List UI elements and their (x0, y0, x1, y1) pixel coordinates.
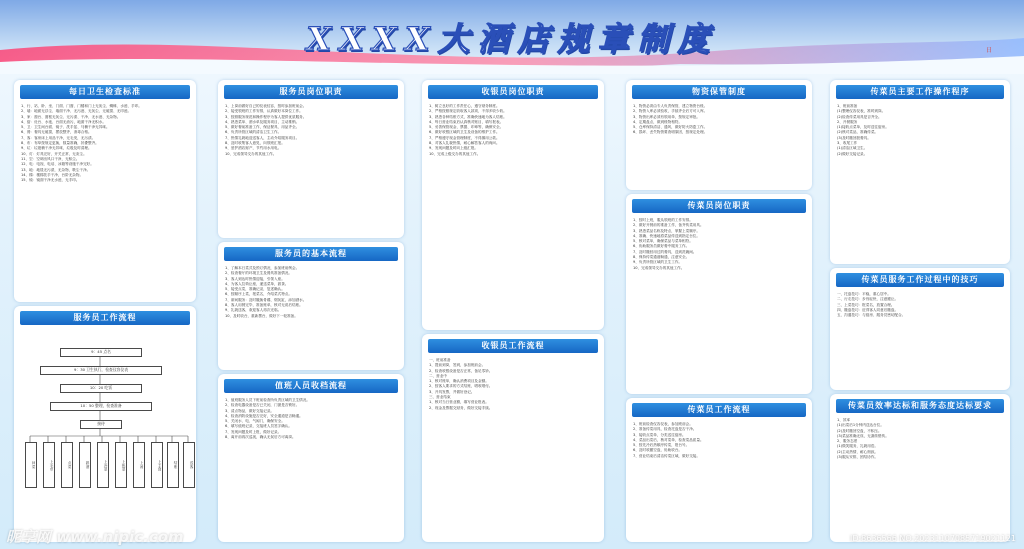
text-line: 1、值班服务人员下班前检查所负责区域的卫生情况。 (225, 398, 310, 402)
text-line: 9、发现问题及时向上级汇报。 (429, 146, 479, 151)
text-line: 2、接受领班的工作安排，认真做好本岗位工作。 (225, 109, 303, 114)
text-line: 5、按先冷后热顺序传菜，报台号。 (633, 443, 690, 448)
text-line: 五、沟通技巧：与厨房、服务员密切配合。 (837, 313, 906, 318)
panel-waiter-duties (218, 80, 404, 238)
text-line: 一、托盘技巧：平稳，重心居中。 (837, 292, 891, 296)
text-line: 2、检查餐厅的环境卫生及餐具准备情况。 (225, 271, 292, 276)
text-line: 11、空：空调出风口干净，无积尘。 (21, 156, 80, 161)
text-line: 10、及时收台，重新摆台，做好下一轮准备。 (225, 313, 298, 318)
text-line: 2、按客人要求的方式结账，唱收唱付。 (429, 384, 493, 389)
text-line: 4、每日营业结束后认真核对账目，填写报表。 (429, 119, 504, 124)
panel-body (633, 218, 805, 390)
panel-title: 服务员工作流程 (20, 311, 190, 325)
panel-cashier-flow (422, 334, 604, 542)
text-line: 6、填写值班记录，交接班人员签字确认。 (225, 424, 292, 429)
text-line: 3、清点物品，做好交接记录。 (225, 408, 275, 413)
panel-title: 服务员岗位职责 (224, 85, 398, 99)
text-line: 9、垃：垃圾桶干净无异味，垃圾及时清理。 (21, 146, 92, 151)
text-line: 1、了解本日菜式及预订情况，参加班前例会。 (225, 266, 300, 270)
panel-title: 传菜员岗位职责 (632, 199, 806, 213)
panel-body (837, 418, 1003, 538)
text-line: 3、开具发票，并做好登记。 (429, 389, 475, 394)
text-line: 1、核对当日营业额，填写营业报表。 (429, 400, 489, 405)
text-line: 8、对客人礼貌热情，耐心解答客人的询问。 (429, 141, 500, 146)
panel-body (225, 398, 397, 538)
text-line: 7、客：客房床上用品干净，无毛发，无污渍。 (21, 135, 96, 140)
text-line: 7、席间服务：及时撤换骨碟、烟灰缸，添加酒水。 (225, 297, 307, 302)
text-line: (1)接收点菜单，及时送往厨房。 (837, 125, 889, 130)
flow-step: 上主食 (151, 442, 163, 488)
panel-body (429, 104, 597, 326)
text-line: 4、熟悉菜单、酒水单及服务项目，主动推销。 (225, 119, 300, 124)
flow-box: 10：20 吃饭 (60, 384, 142, 393)
page-title: XXXX大酒店规章制度 (306, 20, 718, 58)
text-line: 一、班前准备 (429, 358, 451, 362)
text-line: (1)整理仪容仪表，准时到岗。 (837, 109, 886, 114)
panel-body (837, 104, 1003, 260)
text-line: 5、卫：卫生间台面、镜子、洗手盆、马桶干净无异味。 (21, 125, 110, 130)
panel-runner-tips (830, 268, 1010, 390)
text-line: 8、保持传菜通道畅通，注意安全。 (633, 255, 690, 260)
text-line: 1、核对账单，确认消费项目及金额。 (429, 379, 489, 384)
panel-daily-hygiene (14, 80, 196, 302)
text-line: 10、完成上级交办的其他工作。 (429, 151, 481, 156)
watermark-brand: 昵享网 www.nipic.com (6, 528, 184, 546)
text-line: 2、严格按照规定收取客人款项，不得多收少收。 (429, 109, 507, 114)
text-line: 三、营业结束 (429, 395, 451, 400)
panel-title: 每日卫生检查标准 (20, 85, 190, 99)
text-line: 9、爱护酒店财产，节约用水用电。 (225, 146, 282, 151)
text-line: 6、做好收银区域的卫生及设备的维护工作。 (429, 130, 500, 135)
text-line: 9、负责所管区域的卫生工作。 (633, 260, 683, 265)
flow-box: 接待 (80, 420, 122, 429)
text-line: (3)服从安排，团结协作。 (837, 455, 879, 460)
watermark-id: ID:8636566 NO:20231107085719021121 (849, 534, 1016, 543)
panel-title: 传菜员主要工作操作程序 (836, 85, 1004, 99)
text-line: 8、及时收集客人意见，向领班汇报。 (225, 141, 285, 146)
panel-body (633, 104, 805, 186)
panel-title: 值班人员收档流程 (224, 379, 398, 393)
text-line: 3、客人到达时热情迎接，引领入座。 (225, 276, 285, 281)
flow-step: 斟酒 (79, 442, 91, 488)
text-line: 9、礼貌送客，欢迎客人再次光临。 (225, 308, 282, 313)
panel-title: 收银员工作流程 (428, 339, 598, 353)
text-line: (3)菜品准确无误，无漏传错传。 (837, 433, 889, 438)
text-line: (2)做好交接记录。 (837, 151, 868, 156)
text-line: 3、家：窗台、窗框无灰尘、无污渍、干净、无水迹、无杂物。 (21, 114, 121, 119)
text-line: 2、服务态度 (837, 439, 858, 444)
text-line: 10、完成领导交办的其他工作。 (225, 151, 277, 156)
text-line: 4、定期盘点，做到账物相符。 (633, 119, 683, 124)
text-line: 2、现金及票据交财务，做好交接手续。 (429, 405, 493, 410)
text-line: 5、妥善保管现金、票据、印章等，确保安全。 (429, 125, 504, 130)
text-line: 8、布：布草按规定更换，数量准确，折叠整齐。 (21, 141, 99, 146)
panel-runner-procedure (830, 80, 1010, 264)
workflow-diagram (20, 322, 200, 532)
text-line: 1、按时上班，服从领班的工作安排。 (633, 218, 693, 222)
text-line: 2、开餐服务 (837, 119, 858, 124)
panel-body (837, 292, 1003, 386)
text-line: 1、班前检查仪容仪表，参加班前会。 (633, 422, 693, 426)
text-line: 4、菜品出菜后，核对菜单，检查菜品质量。 (633, 437, 704, 442)
text-line: 2、检查电器设备是否已关闭，门窗是否锁好。 (225, 403, 300, 408)
text-line: 5、仓库保持清洁、通风，做好防火防盗工作。 (633, 125, 708, 130)
text-line: 1、提前到岗，签到，参加班前会。 (429, 363, 486, 368)
text-line: 6、协助服务员做好餐中服务工作。 (633, 244, 690, 249)
text-line: 5、接受点菜，准确记录，复述确认。 (225, 287, 285, 292)
text-line: 6、餐：餐具无破损，摆放整齐，消毒合格。 (21, 130, 92, 135)
text-line: (1)清洁区域卫生。 (837, 146, 868, 151)
text-line: 10、灯：灯具完好，开关正常，无灰尘。 (21, 151, 87, 156)
text-line: 1、行、站、卧、坐、门面、门窗、门楼和门上无灰尘、蜘蛛、水迹、手印。 (21, 104, 142, 108)
text-line: 14、梯：楼梯扶手干净，台阶无杂物。 (21, 172, 84, 177)
text-line: 7、严格遵守现金管理制度，不得挪用公款。 (429, 135, 500, 140)
panel-waiter-basic-flow (218, 242, 404, 370)
text-line: 7、营业结束后清洁传菜区域，做好交接。 (633, 453, 700, 458)
text-line: 三、上菜技巧：报菜名，放置合理。 (837, 302, 895, 307)
text-line: 1、班前准备 (837, 104, 858, 108)
panel-body (633, 422, 805, 538)
text-line: 二、营业中 (429, 373, 447, 378)
flow-step: 上毛巾 (43, 442, 55, 488)
text-line: 10、完成领导交办的其他工作。 (633, 265, 685, 270)
text-line: (2)检查传菜用具是否齐全。 (837, 114, 882, 119)
text-line: 6、按顺序上菜，报菜名，介绍菜式特点。 (225, 292, 292, 297)
text-line: 6、及时收撤空盘，协助收台。 (633, 448, 683, 453)
text-line: 3、熟悉各种结账方式，准确快速地为客人结账。 (429, 114, 507, 119)
panel-runner-duties (626, 194, 812, 394)
text-line: 1、上岗前做好自己的仪表仪容，按时参加班前会。 (225, 104, 307, 108)
header-banner (0, 0, 1024, 74)
flow-step: 结账 (167, 442, 179, 488)
text-line: 3、收尾工作 (837, 141, 858, 146)
text-line: 2、墙：地面无浮尘、墙面干净、无污迹、无灰尘、无破损、无印迹。 (21, 109, 132, 114)
text-line: 4、厨：灶台、水池、台面无油污，地面干净无积水。 (21, 119, 106, 124)
panel-title: 传菜员工作流程 (632, 403, 806, 417)
text-line: 2、做好开餐前的准备工作，备齐传菜用具。 (633, 223, 704, 228)
flow-box: 10：50 整理，检查准备 (50, 402, 152, 411)
panel-title: 收银员岗位职责 (428, 85, 598, 99)
text-line: 5、关闭水、电、气阀门，确保安全。 (225, 419, 285, 424)
text-line: 1、树立良好的工作责任心，遵守财务制度。 (429, 104, 500, 108)
text-line: 3、熟悉菜品名称及特点，掌握上菜顺序。 (633, 228, 700, 233)
panel-cashier-duties (422, 80, 604, 330)
text-line: 4、检查消防设施是否完好，安全通道是否畅通。 (225, 413, 303, 418)
panel-body (225, 104, 397, 234)
panel-runner-standards (830, 394, 1010, 542)
text-line: 6、损坏、丢失物资要查明原因，按规定处理。 (633, 130, 708, 135)
corner-mark: 日 (986, 47, 993, 54)
text-line: 7、及时撤回用过的餐具，送到洗碗间。 (633, 249, 697, 254)
text-line: (2)主动热情，耐心细致。 (837, 449, 879, 454)
flow-box: 9：45 点名 (60, 348, 142, 357)
panel-title: 物资保管制度 (632, 85, 806, 99)
text-line: 5、做好餐前准备工作，保证餐具、用品齐全。 (225, 125, 300, 130)
flow-step: 上热菜 (115, 442, 127, 488)
text-line: 3、按照服务规范和操作程序为客人提供优质服务。 (225, 114, 307, 119)
flow-step: 问菜 (25, 442, 37, 488)
flow-step: 上汤 (133, 442, 145, 488)
panel-duty-closing-flow (218, 374, 404, 542)
text-line: 2、物资入库必须验收，手续齐全后方可入库。 (633, 109, 708, 114)
text-line: 5、核对菜单，确保菜品与菜单相符。 (633, 239, 693, 244)
text-line: 15、镜：镜面干净无水迹，无手印。 (21, 178, 80, 183)
text-line: 7、热情礼貌地迎送客人，主动介绍服务项目。 (225, 135, 300, 140)
panel-title: 传菜员效率达标和服务态度达标要求 (836, 399, 1004, 413)
text-line: 7、发现问题及时上报，做好记录。 (225, 429, 282, 434)
text-line: 1、效率 (837, 418, 851, 422)
flow-step: 点菜 (61, 442, 73, 488)
text-line: 4、准确、快速地将菜品传送到指定台位。 (633, 233, 700, 238)
text-line: 3、接收点菜单，分类送往厨房。 (633, 432, 686, 437)
text-line: 四、撤盘技巧：征得客人同意后撤盘。 (837, 307, 899, 312)
text-line: 1、物资必须由专人负责保管，建立物资台账。 (633, 104, 708, 108)
panel-title: 服务员的基本流程 (224, 247, 398, 261)
flow-step: 上冷菜 (97, 442, 109, 488)
text-line: (2)及时撤回空盘，不积压。 (837, 428, 882, 433)
panel-runner-flow (626, 398, 812, 542)
text-line: (2)核对菜品，准确传菜。 (837, 130, 879, 135)
panel-title: 传菜员服务工作过程中的技巧 (836, 273, 1004, 287)
text-line: 二、行走技巧：步伐轻快，注意避让。 (837, 297, 899, 302)
flow-connectors (20, 322, 200, 532)
text-line: 2、检查收银设备是否正常，备足零钞。 (429, 368, 493, 373)
panel-body (225, 266, 397, 366)
panel-body (429, 358, 597, 538)
panel-body (21, 104, 189, 298)
text-line: 4、为客人拉椅让座，递送菜单，斟茶。 (225, 281, 289, 286)
flow-step: 送客 (183, 442, 195, 488)
text-line: 6、负责所管区域的清洁卫生工作。 (225, 130, 282, 135)
panel-storage-policy (626, 80, 812, 190)
text-line: 2、准备传菜用具，检查托盘是否干净。 (633, 427, 697, 432)
flow-box: 9：30 卫生执行，检查仪容仪表 (40, 366, 162, 375)
text-line: 3、物资出库必须有领用单，按规定审批。 (633, 114, 700, 119)
text-line: 12、电：电视、电话、冰箱等设施干净完好。 (21, 162, 94, 167)
text-line: 8、离开前再次巡视，确认无误后方可离岗。 (225, 435, 296, 440)
text-line: 13、地：地毯无污渍，无杂物，吸尘干净。 (21, 167, 91, 172)
text-line: (1)微笑服务，礼貌用语。 (837, 444, 879, 449)
text-line: (3)及时撤回脏餐具。 (837, 135, 871, 140)
text-line: 8、客人用餐完毕，准备账单，核对无误后结账。 (225, 303, 303, 308)
text-line: (1)出菜后1分钟内送达台位。 (837, 423, 884, 428)
